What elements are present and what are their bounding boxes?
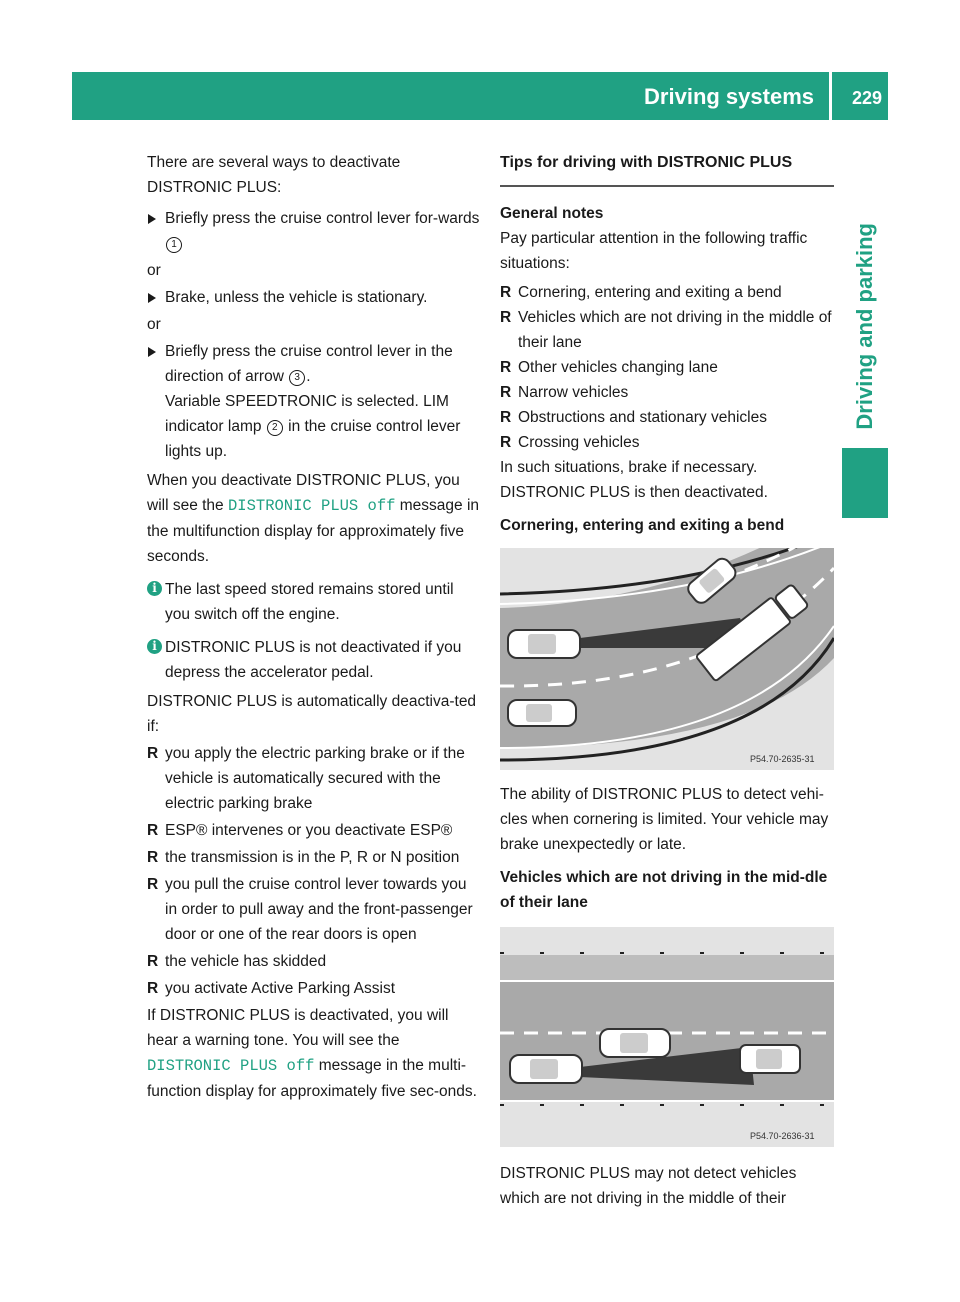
situations-list [500, 280, 834, 455]
figure-middle-lane [500, 927, 834, 1147]
auto-deactivate-intro: DISTRONIC PLUS is automatically deactiva-ted if: [147, 693, 477, 735]
section-heading: Tips for driving with DISTRONIC PLUS [500, 150, 834, 187]
step-3: Briefly press the cruise control lever in the direction of arrow 3 . Variable SPEEDTRONIC is selected. LIM indicator lamp 2 in the cruise control lever lights up. [147, 339, 481, 464]
section-title: Driving systems [644, 84, 814, 109]
list-item: R Obstructions and stationary vehicles [500, 409, 767, 426]
cornering-text: The ability of DISTRONIC PLUS to detect vehi-cles when cornering is limited. Your vehicle may brake unexpectedly or late. [500, 786, 829, 853]
list-item: R Vehicles which are not driving in the middle of their lane [500, 309, 832, 351]
info-icon: i [147, 581, 162, 596]
auto-deactivate-list [147, 741, 481, 1001]
info-note-1: i The last speed stored remains stored until you switch off the engine. [147, 577, 481, 627]
step-1: Briefly press the cruise control lever for-wards 1 [147, 206, 481, 256]
list-item: R you apply the electric parking brake or if the vehicle is automatically secured with the electric parking brake [147, 745, 465, 812]
brake-note: In such situations, brake if necessary. DISTRONIC PLUS is then deactivated. [500, 459, 768, 501]
list-item: R Narrow vehicles [500, 384, 629, 401]
display-message: DISTRONIC PLUS off [147, 1057, 315, 1075]
info-icon: i [147, 639, 162, 654]
subheading-cornering: Cornering, entering and exiting a bend [500, 517, 785, 534]
list-item: R ESP® intervenes or you deactivate ESP® [147, 822, 453, 839]
subheading-general: General notes [500, 205, 604, 222]
bend-illustration [500, 548, 834, 770]
list-item: R the transmission is in the P, R or N position [147, 849, 460, 866]
page-number: 229 [851, 88, 882, 108]
figure-code: P54.70-2635-31 [750, 754, 815, 764]
deactivate-text: When you deactivate DISTRONIC PLUS, you will see the DISTRONIC PLUS off message in the multifunction display for approximately five seconds. [147, 472, 480, 565]
list-item: R Other vehicles changing lane [500, 359, 718, 376]
side-tab-label: Driving and parking [852, 223, 877, 430]
list-item: R Cornering, entering and exiting a bend [500, 284, 782, 301]
intro-text: There are several ways to deactivate DISTRONIC PLUS: [147, 154, 401, 196]
callout-1: 1 [166, 237, 182, 253]
callout-3: 3 [289, 370, 305, 386]
or-text: or [147, 262, 161, 279]
figure-code: P54.70-2636-31 [750, 1131, 815, 1141]
right-column [500, 150, 834, 1211]
list-item: R you pull the cruise control lever towards you in order to pull away and the front-passenger door or one of the rear doors is open [147, 876, 473, 943]
list-item: R the vehicle has skidded [147, 953, 327, 970]
figure-cornering [500, 548, 834, 770]
list-item: R Crossing vehicles [500, 434, 640, 451]
callout-2: 2 [267, 420, 283, 436]
left-column [147, 150, 481, 1104]
header-bar [72, 72, 888, 120]
header-divider [829, 72, 832, 120]
side-tab-marker [842, 448, 888, 518]
step-2: Brake, unless the vehicle is stationary. [147, 285, 481, 310]
or-text: or [147, 316, 161, 333]
side-tab [842, 120, 888, 440]
general-text: Pay particular attention in the following traffic situations: [500, 230, 808, 272]
info-note-2: i DISTRONIC PLUS is not deactivated if you depress the accelerator pedal. [147, 635, 481, 685]
subheading-middle: Vehicles which are not driving in the mid-dle of their lane [500, 869, 828, 911]
closing-text: If DISTRONIC PLUS is deactivated, you will hear a warning tone. You will see the DISTRONIC PLUS off message in the multi-function display for approximately five sec-onds. [147, 1007, 477, 1100]
display-message: DISTRONIC PLUS off [228, 497, 396, 515]
list-item: R you activate Active Parking Assist [147, 980, 396, 997]
middle-text: DISTRONIC PLUS may not detect vehicles which are not driving in the middle of their [500, 1165, 797, 1207]
lane-illustration [500, 927, 834, 1147]
